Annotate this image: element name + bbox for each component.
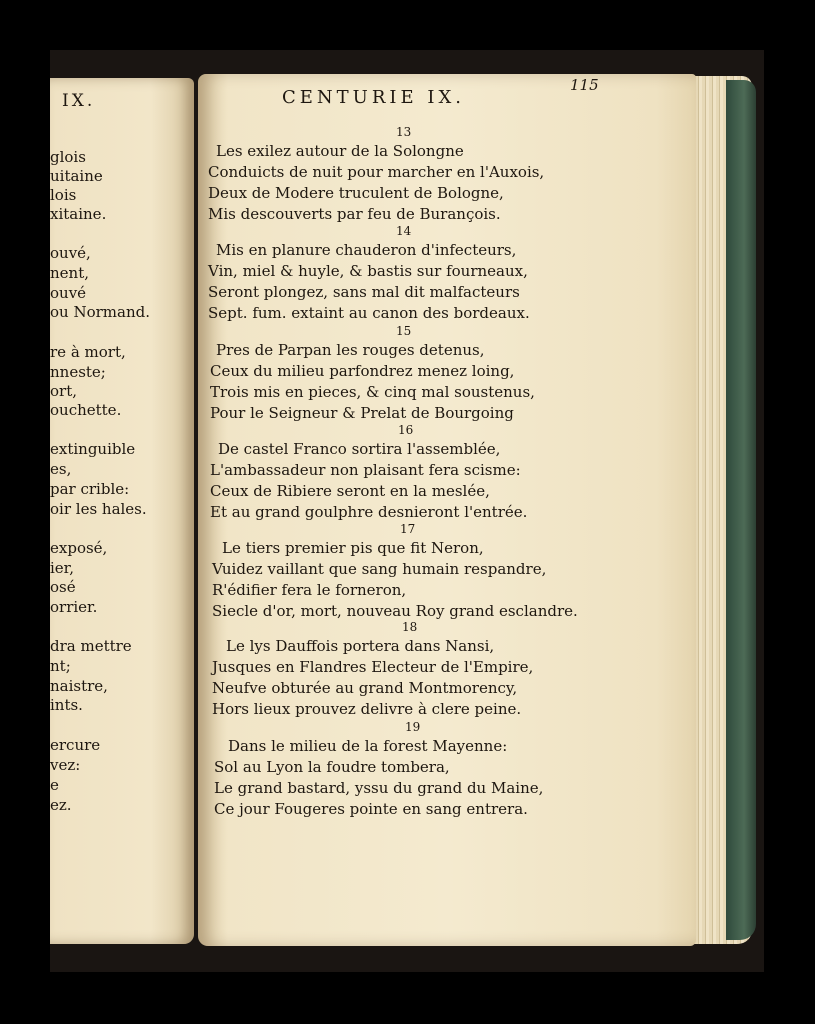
verse-line: Jusques en Flandres Electeur de l'Empire, bbox=[212, 658, 534, 676]
left-page-line: nneste; bbox=[50, 363, 106, 381]
quatrain-number: 15 bbox=[396, 324, 412, 338]
verse-line: Trois mis en pieces, & cinq mal soustenus, bbox=[210, 383, 535, 401]
book-cover-edge bbox=[726, 80, 756, 940]
left-page-line: par crible: bbox=[50, 480, 130, 498]
verse-line: Pres de Parpan les rouges detenus, bbox=[216, 341, 485, 359]
verse-line: Neufve obturée au grand Montmorency, bbox=[212, 679, 518, 697]
quatrain-number: 18 bbox=[402, 620, 418, 634]
verse-line: Ceux du milieu parfondrez menez loing, bbox=[210, 362, 515, 380]
verse-line: Siecle d'or, mort, nouveau Roy grand esclandre. bbox=[212, 602, 578, 620]
left-page-line: lois bbox=[50, 186, 77, 204]
left-page-line: ez. bbox=[50, 796, 72, 814]
left-page-line: ou Normand. bbox=[50, 303, 150, 321]
left-page-line: exposé, bbox=[50, 539, 108, 557]
running-head: CENTURIE IX. bbox=[282, 87, 466, 108]
verse-line: R'édifier fera le forneron, bbox=[212, 581, 407, 599]
quatrain-number: 19 bbox=[405, 720, 421, 734]
left-page-line: glois bbox=[50, 148, 86, 166]
left-page-line: ouvé, bbox=[50, 244, 91, 262]
left-page-line: e bbox=[50, 776, 59, 794]
left-page-line: nent, bbox=[50, 264, 89, 282]
verse-line: De castel Franco sortira l'assemblée, bbox=[218, 440, 501, 458]
left-page-line: orrier. bbox=[50, 598, 98, 616]
left-page-line: ints. bbox=[50, 696, 83, 714]
left-page-line: re à mort, bbox=[50, 343, 126, 361]
left-page-line: uitaine bbox=[50, 167, 103, 185]
quatrain-number: 16 bbox=[398, 423, 414, 437]
left-page-line: ort, bbox=[50, 382, 77, 400]
verse-line: Vuidez vaillant que sang humain respandre, bbox=[212, 560, 547, 578]
verse-line: L'ambassadeur non plaisant fera scisme: bbox=[210, 461, 521, 479]
left-page-line: naistre, bbox=[50, 677, 108, 695]
left-page-line: ouvé bbox=[50, 284, 87, 302]
left-page-line: oir les hales. bbox=[50, 500, 147, 518]
verse-line: Deux de Modere truculent de Bologne, bbox=[208, 184, 504, 202]
verse-line: Dans le milieu de la forest Mayenne: bbox=[228, 737, 508, 755]
left-page-line: ercure bbox=[50, 736, 101, 754]
book-photograph bbox=[50, 50, 764, 972]
verse-line: Les exilez autour de la Solongne bbox=[216, 142, 464, 160]
quatrain-number: 17 bbox=[400, 522, 416, 536]
verse-line: Hors lieux prouvez delivre à clere peine. bbox=[212, 700, 522, 718]
verse-line: Et au grand goulphre desnieront l'entrée. bbox=[210, 503, 528, 521]
verse-line: Sept. fum. extaint au canon des bordeaux. bbox=[208, 304, 530, 322]
verse-line: Mis en planure chauderon d'infecteurs, bbox=[216, 241, 517, 259]
left-page-line: nt; bbox=[50, 657, 71, 675]
verse-line: Mis descouverts par feu de Burançois. bbox=[208, 205, 501, 223]
left-page-line: osé bbox=[50, 578, 76, 596]
verse-line: Pour le Seigneur & Prelat de Bourgoing bbox=[210, 404, 514, 422]
verse-line: Ce jour Fougeres pointe en sang entrera. bbox=[214, 800, 528, 818]
left-page-line: ouchette. bbox=[50, 401, 122, 419]
verse-line: Sol au Lyon la foudre tombera, bbox=[214, 758, 450, 776]
left-page-header: IX. bbox=[62, 91, 96, 111]
left-page-line: dra mettre bbox=[50, 637, 132, 655]
verse-line: Conduicts de nuit pour marcher en l'Auxois, bbox=[208, 163, 545, 181]
verse-line: Seront plongez, sans mal dit malfacteurs bbox=[208, 283, 520, 301]
left-page-line: es, bbox=[50, 460, 72, 478]
left-page-line: xitaine. bbox=[50, 205, 107, 223]
verse-line: Le grand bastard, yssu du grand du Maine, bbox=[214, 779, 544, 797]
quatrain-number: 14 bbox=[396, 224, 412, 238]
verse-line: Vin, miel & huyle, & bastis sur fourneaux, bbox=[208, 262, 528, 280]
verse-line: Le tiers premier pis que fit Neron, bbox=[222, 539, 484, 557]
page-number: 115 bbox=[570, 76, 599, 94]
verse-line: Le lys Dauffois portera dans Nansi, bbox=[226, 637, 495, 655]
left-page-line: ier, bbox=[50, 559, 74, 577]
verse-line: Ceux de Ribiere seront en la meslée, bbox=[210, 482, 490, 500]
left-page-line: vez: bbox=[50, 756, 81, 774]
left-page-line: extinguible bbox=[50, 440, 136, 458]
quatrain-number: 13 bbox=[396, 125, 412, 139]
